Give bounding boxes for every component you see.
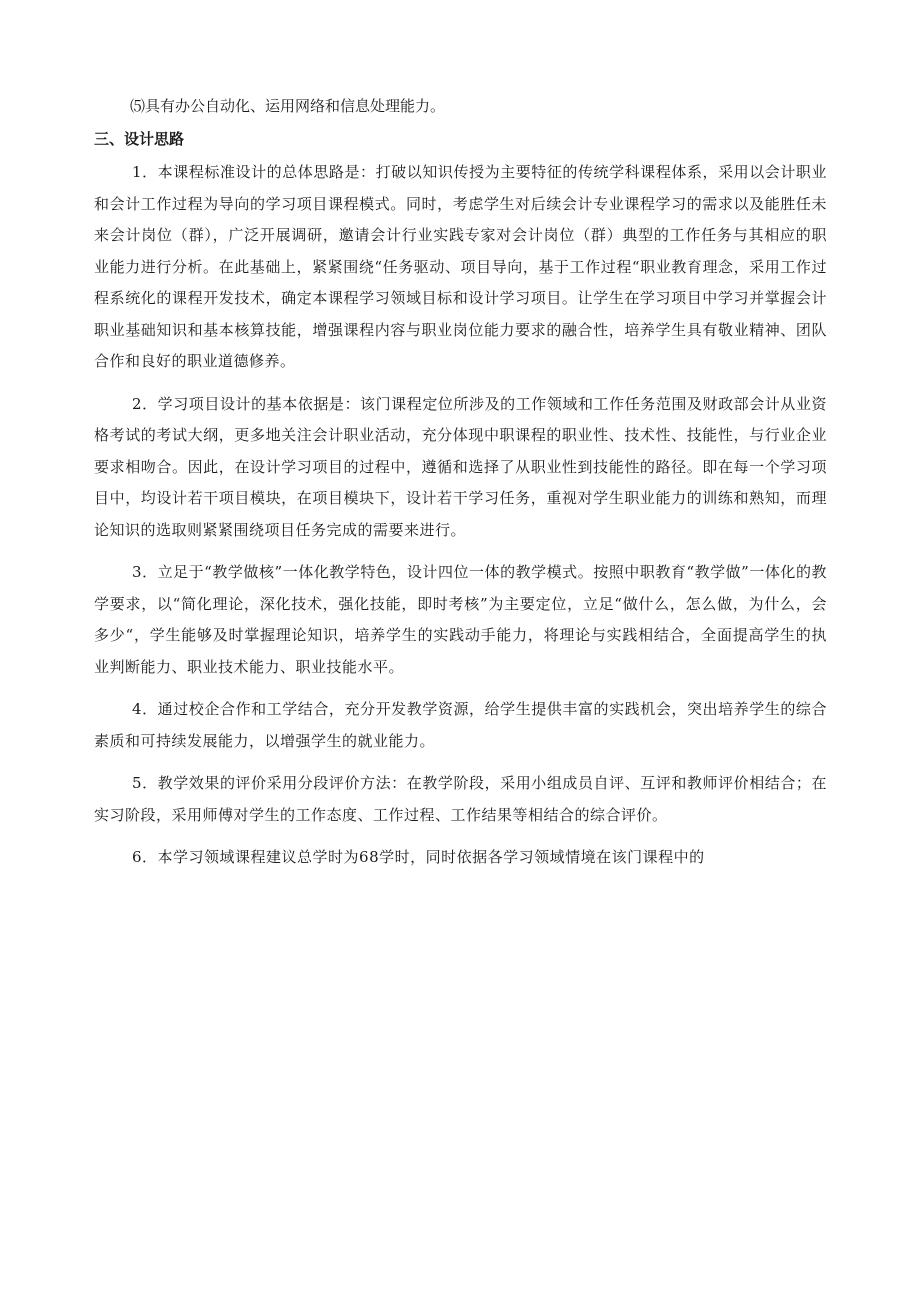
paragraph-4: 4．通过校企合作和工学结合，充分开发教学资源，给学生提供丰富的实践机会，突出培养学生的综合素质和可持续发展能力，以增强学生的就业能力。 [94,700,827,750]
paragraph-6: 6．本学习领域课程建议总学时为68学时，同时依据各学习领域情境在该门课程中的 [132,848,705,866]
section-heading: 三、设计思路 [94,130,185,148]
paragraph-5: 5．教学效果的评价采用分段评价方法：在教学阶段，采用小组成员自评、互评和教师评价相结合；在实习阶段，采用师傅对学生的工作态度、工作过程、工作结果等相结合的综合评价。 [94,774,827,824]
paragraph-2: 2．学习项目设计的基本依据是：该门课程定位所涉及的工作领域和工作任务范围及财政部会计从业资格考试的考试大纲，更多地关注会计职业活动，充分体现中职课程的职业性、技术性、技能性，与行业企业要求相吻合。因此，在设计学习项目的过程中，遵循和选择了从职业性到技能性的路径。即在每一个学习项目中，均设计若干项目模块，在项目模块下，设计若干学习任务，重视对学生职业能力的训练和熟知，而理论知识的选取则紧紧围绕项目任务完成的需要来进行。 [94,394,827,539]
paragraph-3: 3．立足于“教学做核”一体化教学特色，设计四位一体的教学模式。按照中职教育“教学做”一体化的教学要求，以“简化理论，深化技术，强化技能，即时考核”为主要定位，立足“做什么，怎么做，为什么，会多少“，学生能够及时掌握理论知识，培养学生的实践动手能力，将理论与实践相结合，全面提高学生的执业判断能力、职业技术能力、职业技能水平。 [94,563,827,676]
document-body [94,92,827,885]
paragraph-1: 1．本课程标准设计的总体思路是：打破以知识传授为主要特征的传统学科课程体系，采用以会计职业和会计工作过程为导向的学习项目课程模式。同时，考虑学生对后续会计专业课程学习的需求以及能胜任未来会计岗位（群），广泛开展调研，邀请会计行业实践专家对会计岗位（群）典型的工作任务与其相应的职业能力进行分析。在此基础上，紧紧围绕“任务驱动、项目导向，基于工作过程“职业教育理念，采用工作过程系统化的课程开发技术，确定本课程学习领域目标和设计学习项目。让学生在学习项目中学习并掌握会计职业基础知识和基本核算技能，增强课程内容与职业岗位能力要求的融合性，培养学生具有敬业精神、团队合作和良好的职业道德修养。 [94,163,827,370]
ability-item-5: ⑸具有办公自动化、运用网络和信息处理能力。 [130,97,446,115]
